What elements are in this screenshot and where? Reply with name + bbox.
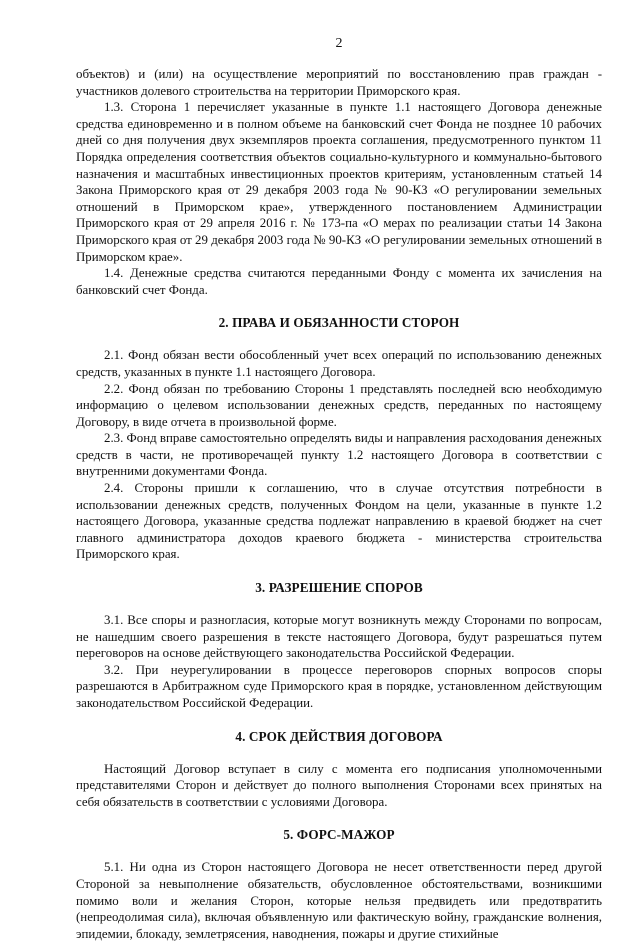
clause-2-3: 2.3. Фонд вправе самостоятельно определять виды и направления расходования денежных средств в части, не противоречащей пункту 1.2 настоящего Договора в соответствии с внутренними документами Фонда. — [76, 431, 602, 479]
clause-1-3: 1.3. Сторона 1 перечисляет указанные в пункте 1.1 настоящего Договора денежные средства единовременно и в полном объеме на банковский счет Фонда не позднее 10 рабочих дней со дня получения двух экземпляров проекта соглашения, предусмотренного пунктом 11 Порядка определения соответствия объектов социально-культурного и коммунально-бытового назначения и масштабных инвестиционных проектов критериям, установленным статьей 14 Закона Приморского края от 29 декабря 2003 года № 90-КЗ «О регулировании земельных отношений в Приморском крае», утвержденного постановлением Администрации Приморского края от 29 апреля 2016 г. № 173-па «О мерах по реализации статьи 14 Закона Приморского края от 29 декабря 2003 года № 90-КЗ «О регулировании земельных отношений в Приморском крае». — [76, 100, 602, 264]
clause-1-4: 1.4. Денежные средства считаются переданными Фонду с момента их зачисления на банковский счет Фонда. — [76, 266, 602, 297]
section-3-heading: 3. РАЗРЕШЕНИЕ СПОРОВ — [255, 580, 423, 596]
clause-2-1: 2.1. Фонд обязан вести обособленный учет всех операций по использованию денежных средств, указанных в пункте 1.1 настоящего Договора. — [76, 348, 602, 379]
section-5-heading: 5. ФОРС-МАЖОР — [283, 827, 395, 843]
section-2-heading: 2. ПРАВА И ОБЯЗАННОСТИ СТОРОН — [218, 315, 460, 331]
intro-paragraph-continuation: объектов) и (или) на осуществление мероприятий по восстановлению прав граждан - участников долевого строительства на территории Приморского края. — [76, 67, 602, 98]
clause-2-2: 2.2. Фонд обязан по требованию Стороны 1 представлять последней всю необходимую информацию о целевом использовании денежных средств, переданных по настоящему Договору, в виде отчета в произвольной форме. — [76, 381, 602, 429]
section-4-heading: 4. СРОК ДЕЙСТВИЯ ДОГОВОРА — [235, 728, 443, 744]
clause-3-1: 3.1. Все споры и разногласия, которые могут возникнуть между Сторонами по вопросам, не нашедшим своего разрешения в тексте настоящего Договора, будут разрешаться путем переговоров на основе действующего законодательства Российской Федерации. — [76, 613, 602, 661]
clause-3-2: 3.2. При неурегулировании в процессе переговоров спорных вопросов споры разрешаются в Арбитражном суде Приморского края в порядке, установленном действующим законодательством Российской Федерации. — [76, 662, 602, 710]
clause-2-4: 2.4. Стороны пришли к соглашению, что в случае отсутствия потребности в использовании денежных средств, полученных Фондом на цели, указанные в пункте 1.2 настоящего Договора, указанные средства подлежат направлению в краевой бюджет на счет главного администратора доходов краевого бюджета - министерства строительства Приморского края. — [76, 481, 602, 562]
clause-4-text: Настоящий Договор вступает в силу с момента его подписания уполномоченными представителями Сторон и действует до полного выполнения Сторонами всех принятых на себя обязательств в соответствии с условиями Договора. — [76, 761, 602, 809]
clause-5-1: 5.1. Ни одна из Сторон настоящего Договора не несет ответственности перед другой Стороной за невыполнение обязательств, обусловленное обстоятельствами, возникшими помимо воли и желания Сторон, которые нельзя предвидеть или предотвратить (непреодолимая сила), включая объявленную или фактическую войну, гражданские волнения, эпидемии, блокаду, землетрясения, наводнения, пожары и другие стихийные — [76, 860, 602, 941]
page-number: 2 — [335, 36, 343, 51]
